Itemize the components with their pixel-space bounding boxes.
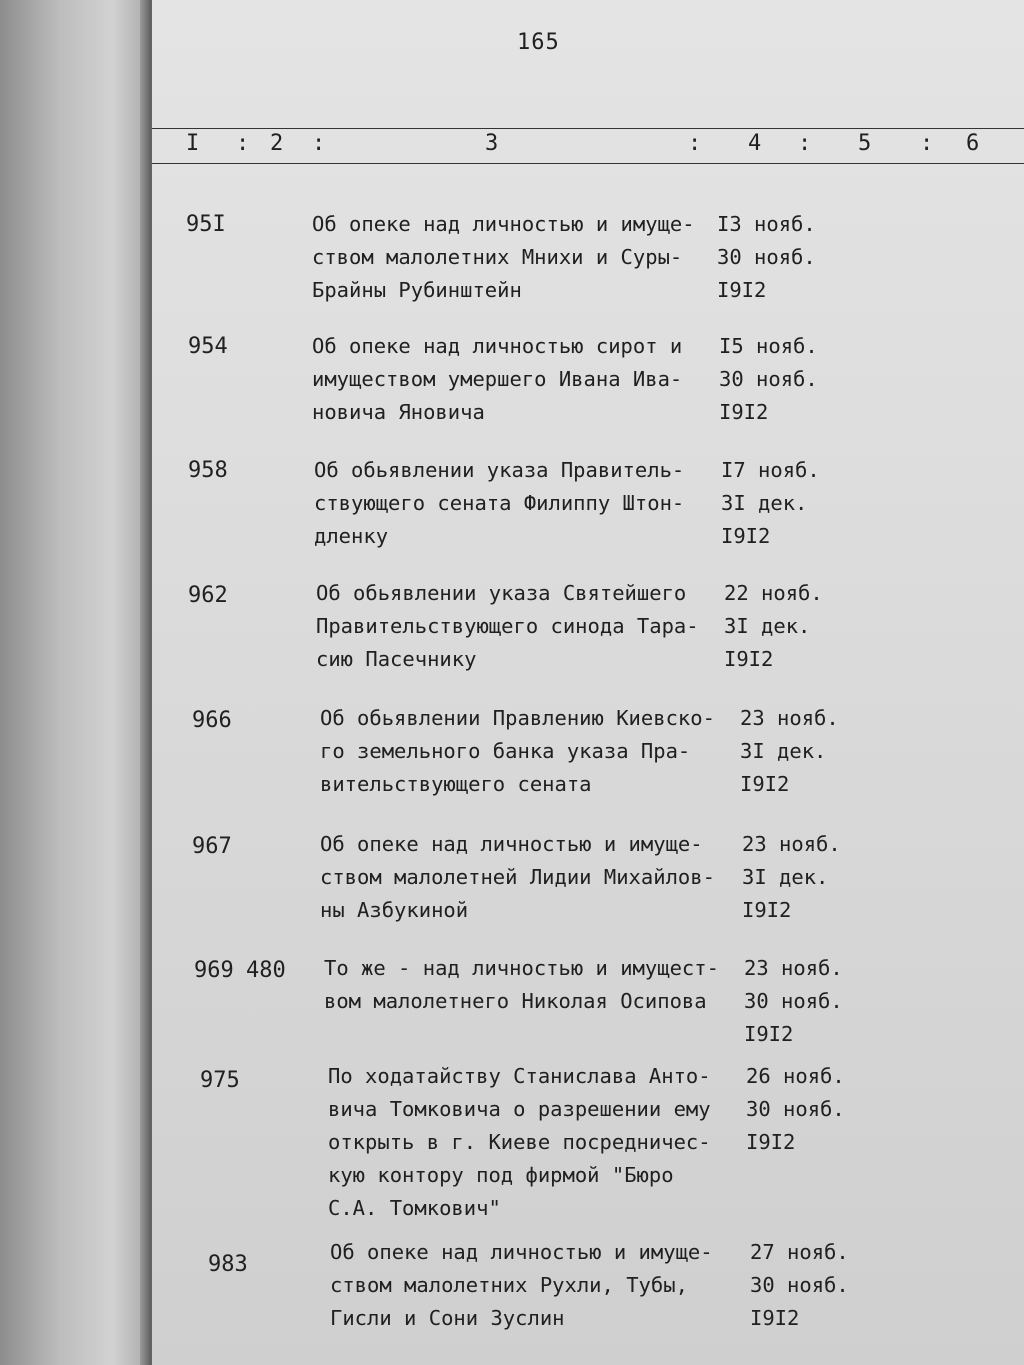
record-description bbox=[312, 208, 732, 307]
date-year: I9I2 bbox=[721, 524, 771, 548]
record-description bbox=[330, 1236, 750, 1335]
description-line: Об опеке над личностью и имуще- bbox=[320, 832, 703, 856]
date-start: I5 нояб. bbox=[719, 334, 818, 358]
record-number: 969 bbox=[194, 958, 234, 983]
description-line: вича Томковича о разрешении ему bbox=[328, 1097, 711, 1121]
description-line: дленку bbox=[314, 524, 389, 548]
description-line: ством малолетней Лидии Михайлов- bbox=[320, 865, 715, 889]
record-dates bbox=[750, 1236, 849, 1335]
header-col-4: 4 bbox=[748, 131, 762, 156]
date-start: 27 нояб. bbox=[750, 1240, 849, 1264]
date-end: 30 нояб. bbox=[744, 989, 843, 1013]
description-line: новича Яновича bbox=[312, 400, 485, 424]
description-line: сию Пасечнику bbox=[316, 647, 477, 671]
date-year: I9I2 bbox=[719, 400, 769, 424]
date-year: I9I2 bbox=[746, 1130, 796, 1154]
description-line: Об обьявлении указа Святейшего bbox=[316, 581, 687, 605]
header-separator: : bbox=[920, 131, 934, 156]
description-line: Об опеке над личностью сирот и bbox=[312, 334, 683, 358]
date-end: 3I дек. bbox=[742, 865, 829, 889]
description-line: Об обьявлении указа Правитель- bbox=[314, 458, 685, 482]
header-separator: : bbox=[688, 131, 702, 156]
date-end: 30 нояб. bbox=[746, 1097, 845, 1121]
record-dates bbox=[717, 208, 816, 307]
date-end: 30 нояб. bbox=[750, 1273, 849, 1297]
record-row bbox=[152, 1236, 1024, 1346]
description-line: вом малолетнего Николая Осипова bbox=[324, 989, 707, 1013]
record-number: 95I bbox=[186, 212, 226, 237]
date-start: 22 нояб. bbox=[724, 581, 823, 605]
description-line: ны Азбукиной bbox=[320, 898, 469, 922]
record-description bbox=[314, 454, 734, 553]
header-col-3: 3 bbox=[485, 131, 499, 156]
date-year: I9I2 bbox=[740, 772, 790, 796]
record-description bbox=[328, 1060, 748, 1225]
description-line: Правительствующего синода Тара- bbox=[316, 614, 699, 638]
date-year: I9I2 bbox=[742, 898, 792, 922]
record-row bbox=[152, 208, 1024, 318]
record-dates bbox=[746, 1060, 845, 1159]
date-end: 3I дек. bbox=[740, 739, 827, 763]
record-row bbox=[152, 330, 1024, 440]
record-old-number: 480 bbox=[246, 958, 286, 983]
record-dates bbox=[744, 952, 843, 1051]
date-start: 23 нояб. bbox=[740, 706, 839, 730]
date-start: 23 нояб. bbox=[742, 832, 841, 856]
record-number: 983 bbox=[208, 1252, 248, 1277]
record-number: 966 bbox=[192, 708, 232, 733]
description-line: го земельного банка указа Пра- bbox=[320, 739, 691, 763]
description-line: Об опеке над личностью и имуще- bbox=[330, 1240, 713, 1264]
record-description bbox=[320, 702, 740, 801]
date-year: I9I2 bbox=[717, 278, 767, 302]
record-row bbox=[152, 828, 1024, 938]
record-description bbox=[324, 952, 744, 1018]
date-year: I9I2 bbox=[744, 1022, 794, 1046]
description-line: открыть в г. Киеве посредничес- bbox=[328, 1130, 711, 1154]
header-col-1: I bbox=[186, 131, 200, 156]
record-dates bbox=[721, 454, 820, 553]
record-number: 962 bbox=[188, 583, 228, 608]
header-separator: : bbox=[798, 131, 812, 156]
record-row bbox=[152, 702, 1024, 812]
record-row bbox=[152, 577, 1024, 687]
header-separator: : bbox=[236, 131, 250, 156]
description-line: С.А. Томкович" bbox=[328, 1196, 501, 1220]
record-number: 967 bbox=[192, 834, 232, 859]
description-line: ством малолетних Мнихи и Суры- bbox=[312, 245, 683, 269]
date-end: 3I дек. bbox=[724, 614, 811, 638]
description-line: По ходатайству Станислава Анто- bbox=[328, 1064, 711, 1088]
record-row bbox=[152, 952, 1024, 1062]
description-line: кую контору под фирмой "Бюро bbox=[328, 1163, 674, 1187]
record-description bbox=[316, 577, 736, 676]
record-number: 954 bbox=[188, 334, 228, 359]
record-dates bbox=[719, 330, 818, 429]
description-line: ствующего сената Филиппу Штон- bbox=[314, 491, 685, 515]
header-col-6: 6 bbox=[966, 131, 980, 156]
record-description bbox=[312, 330, 732, 429]
description-line: Гисли и Сони Зуслин bbox=[330, 1306, 565, 1330]
record-dates bbox=[724, 577, 823, 676]
date-year: I9I2 bbox=[750, 1306, 800, 1330]
description-line: вительствующего сената bbox=[320, 772, 592, 796]
date-year: I9I2 bbox=[724, 647, 774, 671]
header-col-5: 5 bbox=[858, 131, 872, 156]
description-line: Об опеке над личностью и имуще- bbox=[312, 212, 695, 236]
facing-page-edge bbox=[0, 0, 150, 1365]
record-number: 975 bbox=[200, 1068, 240, 1093]
description-line: Брайны Рубинштейн bbox=[312, 278, 522, 302]
description-line: Об обьявлении Правлению Киевско- bbox=[320, 706, 715, 730]
record-row bbox=[152, 1060, 1024, 1230]
date-end: 30 нояб. bbox=[719, 367, 818, 391]
header-rule-top bbox=[152, 128, 1024, 129]
date-end: 30 нояб. bbox=[717, 245, 816, 269]
date-start: 23 нояб. bbox=[744, 956, 843, 980]
inventory-page bbox=[152, 0, 1024, 1365]
description-line: ством малолетних Рухли, Тубы, bbox=[330, 1273, 688, 1297]
header-col-2: 2 bbox=[270, 131, 284, 156]
record-description bbox=[320, 828, 740, 927]
description-line: имуществом умершего Ивана Ива- bbox=[312, 367, 683, 391]
description-line: То же - над личностью и имущест- bbox=[324, 956, 719, 980]
record-number: 958 bbox=[188, 458, 228, 483]
date-end: 3I дек. bbox=[721, 491, 808, 515]
header-separator: : bbox=[312, 131, 326, 156]
record-dates bbox=[740, 702, 839, 801]
record-row bbox=[152, 454, 1024, 564]
header-rule-bottom bbox=[152, 163, 1024, 164]
date-start: I7 нояб. bbox=[721, 458, 820, 482]
page-number: 165 bbox=[517, 30, 560, 55]
date-start: 26 нояб. bbox=[746, 1064, 845, 1088]
date-start: I3 нояб. bbox=[717, 212, 816, 236]
record-dates bbox=[742, 828, 841, 927]
